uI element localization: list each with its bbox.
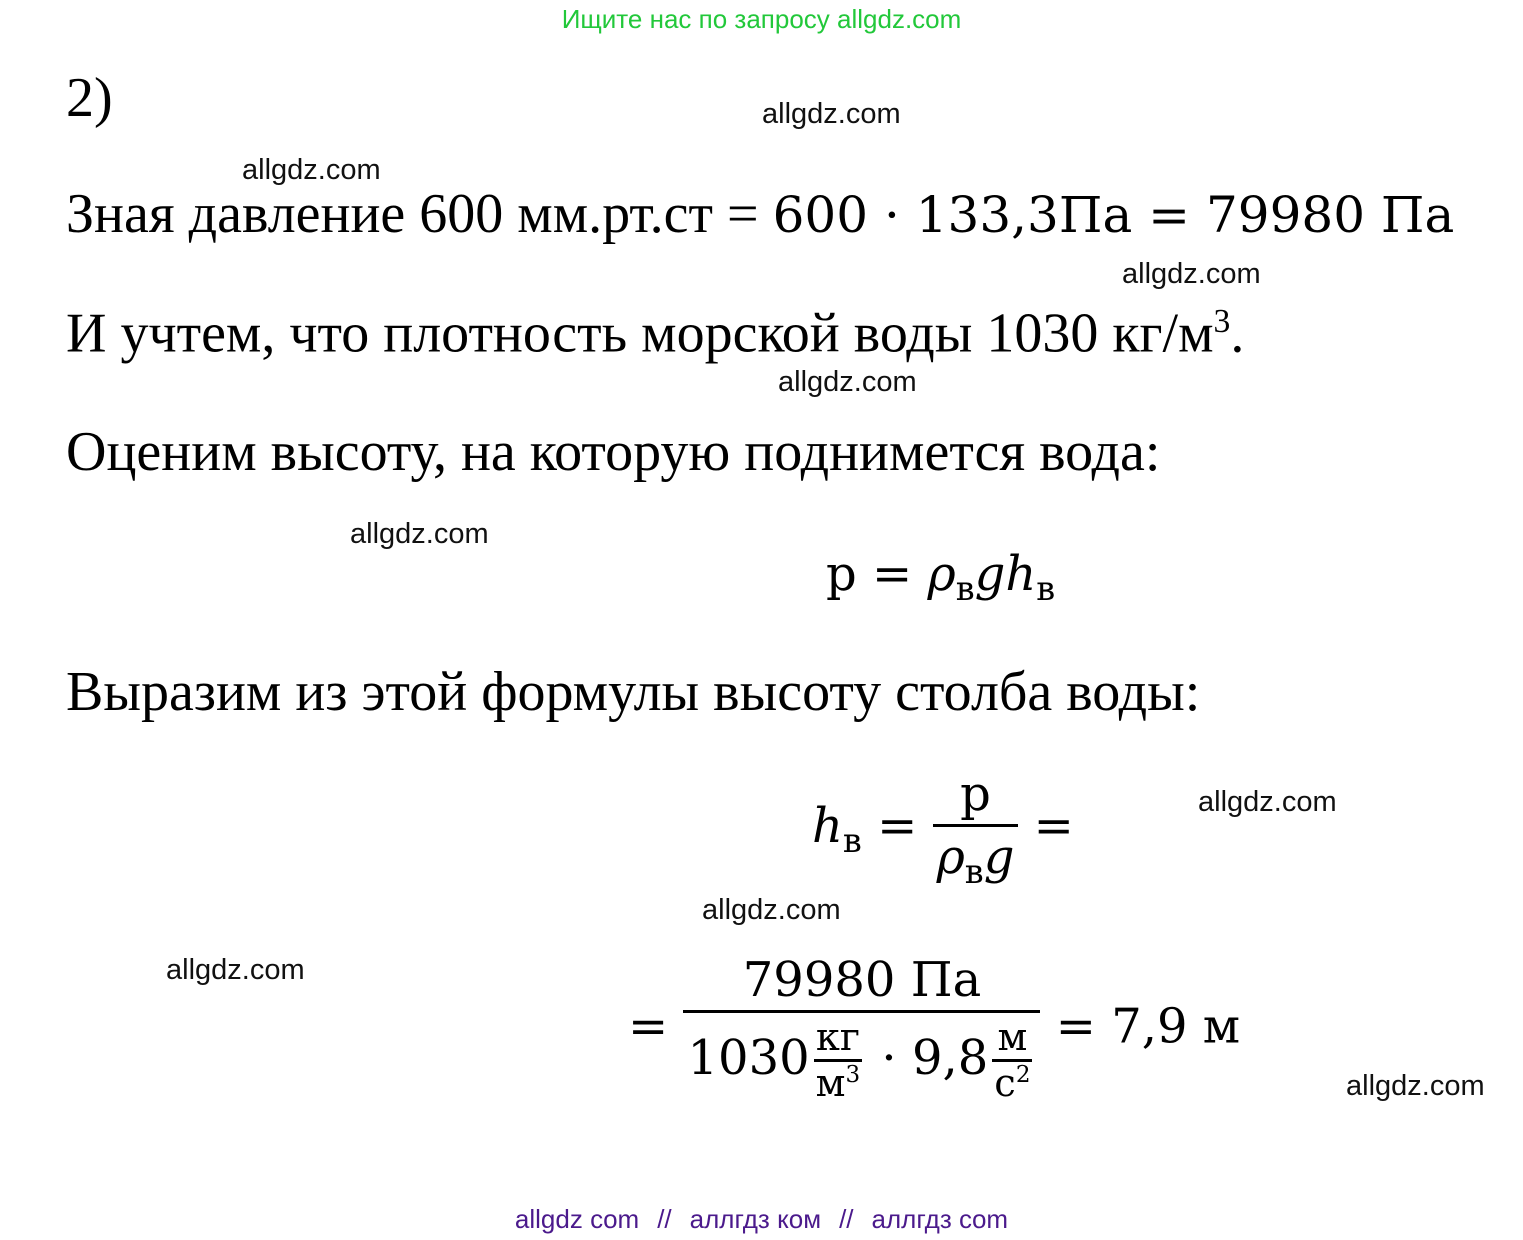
fraction-numerator: 79980 Па bbox=[742, 952, 982, 1008]
gravity-unit bbox=[992, 1015, 1032, 1107]
formula-equals: = bbox=[628, 998, 684, 1055]
watermark: allgdz.com bbox=[166, 954, 305, 986]
unit-exponent: 2 bbox=[1015, 1062, 1031, 1089]
formula-trailing-equals: = bbox=[1018, 797, 1074, 854]
pressure-conversion: 600 · 133,3Па = 79980 Па bbox=[772, 186, 1455, 244]
height-fraction bbox=[933, 766, 1019, 892]
footer-separator: // bbox=[657, 1204, 672, 1234]
result-formula bbox=[628, 952, 1241, 1107]
equals-sign: = bbox=[713, 183, 773, 245]
density-value: 1030 bbox=[687, 1029, 810, 1086]
formula-h: h bbox=[812, 797, 843, 854]
footer-separator: // bbox=[839, 1204, 854, 1234]
footer-link-1[interactable]: allgdz com bbox=[514, 1204, 640, 1234]
watermark: allgdz.com bbox=[778, 366, 917, 398]
density-line bbox=[66, 302, 1245, 365]
watermark: allgdz.com bbox=[702, 894, 841, 926]
fraction-denominator bbox=[683, 1010, 1040, 1107]
watermark: allgdz.com bbox=[350, 518, 489, 550]
unit-denominator bbox=[992, 1059, 1032, 1107]
height-formula bbox=[812, 766, 1074, 892]
density-period: . bbox=[1230, 302, 1245, 365]
gravity-value: 9,8 bbox=[911, 1029, 989, 1086]
unit-numerator: кг bbox=[815, 1015, 860, 1060]
item-number: 2) bbox=[66, 67, 113, 129]
formula-h: h bbox=[1005, 546, 1037, 602]
formula-g: g bbox=[983, 829, 1015, 885]
formula-h-subscript: в bbox=[1036, 569, 1056, 609]
watermark: allgdz.com bbox=[242, 154, 381, 186]
unit-base: с bbox=[994, 1061, 1016, 1107]
footer-link-2[interactable]: аллгдз ком bbox=[689, 1204, 822, 1234]
formula-equals: = bbox=[861, 797, 933, 854]
formula-g: g bbox=[974, 546, 1006, 602]
hydrostatic-formula bbox=[826, 546, 1056, 609]
density-text: И учтем, что плотность морской воды 1030 кг/м bbox=[66, 302, 1214, 365]
formula-rho-subscript: в bbox=[955, 569, 975, 609]
pressure-text: Зная давление 600 мм.рт.ст bbox=[66, 183, 714, 245]
fraction-denominator bbox=[933, 824, 1019, 892]
unit-denominator bbox=[814, 1059, 863, 1107]
formula-rho: ρ bbox=[927, 546, 956, 602]
density-unit-exponent: 3 bbox=[1213, 303, 1231, 340]
estimate-line: Оценим высоту, на которую поднимется вода: bbox=[66, 421, 1161, 483]
formula-h-subscript: в bbox=[842, 820, 862, 860]
footer-link-3[interactable]: аллгдз com bbox=[871, 1204, 1009, 1234]
multiply-dot: · bbox=[866, 1029, 912, 1086]
watermark: allgdz.com bbox=[1198, 786, 1337, 818]
formula-p: p bbox=[826, 546, 857, 602]
unit-base: м bbox=[815, 1061, 846, 1107]
watermark: allgdz.com bbox=[1346, 1070, 1485, 1102]
density-unit bbox=[814, 1015, 863, 1107]
top-banner[interactable]: Ищите нас по запросу allgdz.com bbox=[561, 4, 962, 34]
formula-rho-subscript: в bbox=[964, 852, 984, 892]
unit-numerator: м bbox=[997, 1015, 1028, 1060]
formula-rho: ρ bbox=[936, 829, 965, 885]
pressure-line bbox=[66, 183, 1455, 245]
footer-links bbox=[0, 1204, 1523, 1235]
formula-equals: = bbox=[856, 546, 928, 602]
result-value: = 7,9 м bbox=[1040, 998, 1241, 1055]
watermark: allgdz.com bbox=[762, 98, 901, 130]
watermark: allgdz.com bbox=[1122, 258, 1261, 290]
unit-exponent: 3 bbox=[845, 1062, 861, 1089]
result-fraction bbox=[683, 952, 1040, 1107]
fraction-numerator: p bbox=[960, 766, 991, 822]
express-line: Выразим из этой формулы высоту столба воды: bbox=[66, 661, 1201, 723]
